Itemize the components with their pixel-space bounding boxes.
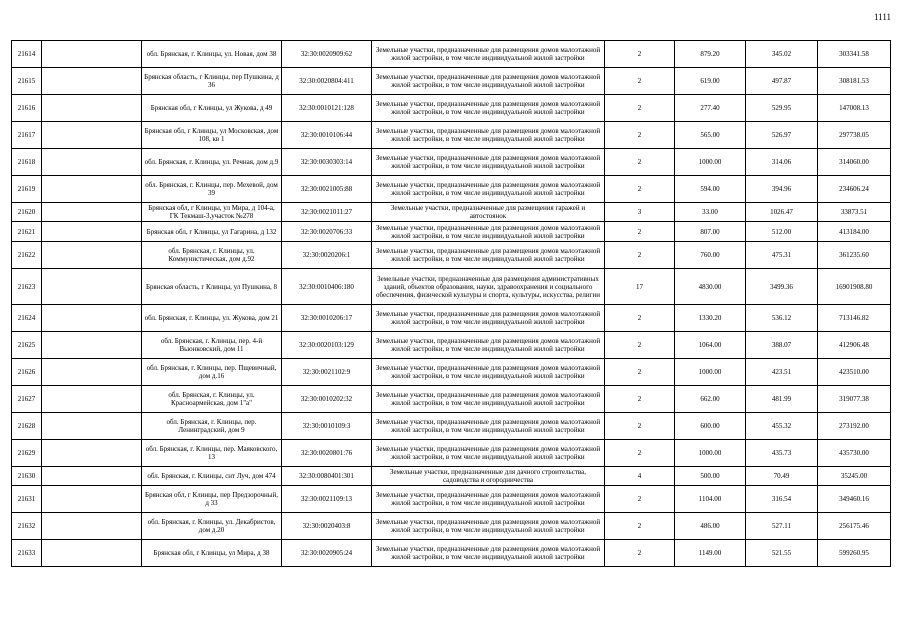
row-cadastral-value: 713146.82 <box>818 305 891 332</box>
row-address: Брянская область, г Клинцы, ул Пушкина, 8 <box>142 269 282 305</box>
row-spacer <box>42 359 142 386</box>
table-row <box>12 269 891 305</box>
row-cadastral-value: 234606.24 <box>818 176 891 203</box>
row-spacer <box>42 467 142 486</box>
row-use-group: 2 <box>605 149 675 176</box>
row-address: Брянская область, г Клинцы, пер Пушкина, д 36 <box>142 68 282 95</box>
table-row <box>12 149 891 176</box>
row-use-group: 2 <box>605 305 675 332</box>
row-spacer <box>42 68 142 95</box>
row-cadastral-number: 32:30:0010121:128 <box>282 95 372 122</box>
row-spacer <box>42 41 142 68</box>
row-land-use: Земельные участки, предназначенные для размещения домов малоэтажной жилой застройки, в том числе индивидуальной жилой застройки <box>372 41 605 68</box>
row-cadastral-value: 303341.58 <box>818 41 891 68</box>
row-address: Брянская обл, г Клинцы, ул Мира, д 104-а, ГК Текмаш-3,участок №278 <box>142 203 282 222</box>
row-spacer <box>42 413 142 440</box>
row-unit-value: 70.49 <box>746 467 818 486</box>
row-cadastral-number: 32:30:0021011:27 <box>282 203 372 222</box>
table-row <box>12 486 891 513</box>
row-cadastral-number: 32:30:0021109:13 <box>282 486 372 513</box>
row-land-use: Земельные участки, предназначенные для размещения домов малоэтажной жилой застройки, в том числе индивидуальной жилой застройки <box>372 176 605 203</box>
row-address: обл. Брянская, г. Клинцы, ул. Красноармейская, дом 1"а" <box>142 386 282 413</box>
table-row <box>12 242 891 269</box>
row-id: 21618 <box>12 149 42 176</box>
row-address: Брянская обл, г Клинцы, ул Московская, дом 108, кв 1 <box>142 122 282 149</box>
row-id: 21621 <box>12 222 42 242</box>
row-spacer <box>42 332 142 359</box>
row-unit-value: 497.87 <box>746 68 818 95</box>
row-spacer <box>42 305 142 332</box>
table-row <box>12 41 891 68</box>
row-id: 21615 <box>12 68 42 95</box>
row-cadastral-number: 32:30:0020905:24 <box>282 540 372 567</box>
row-land-use: Земельные участки, предназначенные для размещения домов малоэтажной жилой застройки, в том числе индивидуальной жилой застройки <box>372 122 605 149</box>
row-unit-value: 512.00 <box>746 222 818 242</box>
row-unit-value: 475.31 <box>746 242 818 269</box>
row-area: 879.20 <box>675 41 746 68</box>
row-cadastral-number: 32:30:0020801:76 <box>282 440 372 467</box>
row-address: обл. Брянская, г. Клинцы, ул. Жукова, дом 21 <box>142 305 282 332</box>
row-cadastral-value: 33873.51 <box>818 203 891 222</box>
row-cadastral-number: 32:30:0020103:129 <box>282 332 372 359</box>
table-row <box>12 359 891 386</box>
row-id: 21632 <box>12 513 42 540</box>
row-area: 4830.00 <box>675 269 746 305</box>
row-unit-value: 345.02 <box>746 41 818 68</box>
row-id: 21625 <box>12 332 42 359</box>
row-area: 1149.00 <box>675 540 746 567</box>
row-id: 21630 <box>12 467 42 486</box>
row-land-use: Земельные участки, предназначенные для размещения домов малоэтажной жилой застройки, в том числе индивидуальной жилой застройки <box>372 540 605 567</box>
row-cadastral-value: 423510.00 <box>818 359 891 386</box>
row-cadastral-value: 319077.38 <box>818 386 891 413</box>
row-area: 662.00 <box>675 386 746 413</box>
row-address: обл. Брянская, г. Клинцы, снт Луч, дом 474 <box>142 467 282 486</box>
row-spacer <box>42 386 142 413</box>
row-address: обл. Брянская, г. Клинцы, пер. Ленинградский, дом 9 <box>142 413 282 440</box>
row-cadastral-value: 297738.05 <box>818 122 891 149</box>
table-row <box>12 176 891 203</box>
row-land-use: Земельные участки, предназначенные для размещения домов малоэтажной жилой застройки, в том числе индивидуальной жилой застройки <box>372 359 605 386</box>
row-use-group: 2 <box>605 222 675 242</box>
row-unit-value: 423.51 <box>746 359 818 386</box>
row-cadastral-value: 35245.00 <box>818 467 891 486</box>
row-area: 33.00 <box>675 203 746 222</box>
row-land-use: Земельные участки, предназначенные для размещения домов малоэтажной жилой застройки, в том числе индивидуальной жилой застройки <box>372 513 605 540</box>
row-use-group: 17 <box>605 269 675 305</box>
row-cadastral-value: 435730.00 <box>818 440 891 467</box>
row-address: обл. Брянская, г. Клинцы, ул. Речная, дом д.9 <box>142 149 282 176</box>
row-land-use: Земельные участки, предназначенные для размещения домов малоэтажной жилой застройки, в том числе индивидуальной жилой застройки <box>372 486 605 513</box>
row-area: 760.00 <box>675 242 746 269</box>
row-cadastral-number: 32:30:0021102:9 <box>282 359 372 386</box>
row-id: 21631 <box>12 486 42 513</box>
row-cadastral-value: 361235.60 <box>818 242 891 269</box>
row-address: Брянская обл, г Клинцы, пер Предзорочный, д 33 <box>142 486 282 513</box>
row-use-group: 2 <box>605 332 675 359</box>
row-unit-value: 394.96 <box>746 176 818 203</box>
row-land-use: Земельные участки, предназначенные для размещения административных зданий, объектов образования, науки, здравоохранения и социального обеспечения, физической культуры и спорта, культуры, искусства, религии <box>372 269 605 305</box>
row-id: 21617 <box>12 122 42 149</box>
row-unit-value: 536.12 <box>746 305 818 332</box>
row-use-group: 2 <box>605 176 675 203</box>
row-id: 21626 <box>12 359 42 386</box>
row-cadastral-number: 32:30:0010206:17 <box>282 305 372 332</box>
row-land-use: Земельные участки, предназначенные для размещения домов малоэтажной жилой застройки, в том числе индивидуальной жилой застройки <box>372 413 605 440</box>
table-row <box>12 68 891 95</box>
row-use-group: 2 <box>605 242 675 269</box>
row-id: 21619 <box>12 176 42 203</box>
row-cadastral-number: 32:30:0010202:32 <box>282 386 372 413</box>
row-cadastral-value: 256175.46 <box>818 513 891 540</box>
row-cadastral-value: 308181.53 <box>818 68 891 95</box>
row-land-use: Земельные участки, предназначенные для размещения домов малоэтажной жилой застройки, в том числе индивидуальной жилой застройки <box>372 222 605 242</box>
row-spacer <box>42 242 142 269</box>
row-use-group: 4 <box>605 467 675 486</box>
row-land-use: Земельные участки, предназначенные для размещения домов малоэтажной жилой застройки, в том числе индивидуальной жилой застройки <box>372 440 605 467</box>
row-use-group: 2 <box>605 41 675 68</box>
cadastral-value-table <box>11 40 891 567</box>
table-row <box>12 122 891 149</box>
row-use-group: 2 <box>605 413 675 440</box>
table-row <box>12 203 891 222</box>
row-cadastral-number: 32:30:0010109:3 <box>282 413 372 440</box>
row-cadastral-number: 32:30:0020804:411 <box>282 68 372 95</box>
row-unit-value: 316.54 <box>746 486 818 513</box>
table-row <box>12 513 891 540</box>
row-land-use: Земельные участки, предназначенные для размещения домов малоэтажной жилой застройки, в том числе индивидуальной жилой застройки <box>372 305 605 332</box>
row-area: 600.00 <box>675 413 746 440</box>
row-address: обл. Брянская, г. Клинцы, ул. Новая, дом 38 <box>142 41 282 68</box>
row-area: 486.00 <box>675 513 746 540</box>
row-spacer <box>42 269 142 305</box>
row-address: обл. Брянская, г. Клинцы, пер. Мехевой, дом 39 <box>142 176 282 203</box>
row-area: 565.00 <box>675 122 746 149</box>
row-use-group: 2 <box>605 68 675 95</box>
row-address: обл. Брянская, г. Клинцы, ул. Коммунистическая, дом д.92 <box>142 242 282 269</box>
row-spacer <box>42 122 142 149</box>
row-address: обл. Брянская, г. Клинцы, пер. Маяковского, 13 <box>142 440 282 467</box>
row-cadastral-value: 16901908.80 <box>818 269 891 305</box>
row-cadastral-value: 147008.13 <box>818 95 891 122</box>
table-row <box>12 413 891 440</box>
row-area: 1000.00 <box>675 440 746 467</box>
table-body <box>12 41 891 567</box>
row-id: 21628 <box>12 413 42 440</box>
row-spacer <box>42 513 142 540</box>
table-row <box>12 386 891 413</box>
row-unit-value: 481.99 <box>746 386 818 413</box>
table-row <box>12 95 891 122</box>
row-area: 1000.00 <box>675 359 746 386</box>
row-spacer <box>42 440 142 467</box>
row-use-group: 2 <box>605 440 675 467</box>
row-id: 21627 <box>12 386 42 413</box>
row-address: обл. Брянская, г. Клинцы, пер. 4-й Вьюнковский, дом 11 <box>142 332 282 359</box>
table-row <box>12 305 891 332</box>
row-cadastral-number: 32:30:0021005:88 <box>282 176 372 203</box>
row-unit-value: 435.73 <box>746 440 818 467</box>
row-use-group: 2 <box>605 359 675 386</box>
row-unit-value: 455.32 <box>746 413 818 440</box>
row-spacer <box>42 486 142 513</box>
row-cadastral-number: 32:30:0020706:33 <box>282 222 372 242</box>
row-unit-value: 388.07 <box>746 332 818 359</box>
row-id: 21614 <box>12 41 42 68</box>
row-cadastral-number: 32:30:0010106:44 <box>282 122 372 149</box>
row-address: обл. Брянская, г. Клинцы, ул. Декабристов, дом д.20 <box>142 513 282 540</box>
row-address: обл. Брянская, г. Клинцы, пер. Пщевичный, дом д.16 <box>142 359 282 386</box>
row-cadastral-value: 349460.16 <box>818 486 891 513</box>
row-use-group: 2 <box>605 95 675 122</box>
row-cadastral-number: 32:30:0020206:1 <box>282 242 372 269</box>
row-unit-value: 314.06 <box>746 149 818 176</box>
row-cadastral-value: 273192.00 <box>818 413 891 440</box>
row-id: 21624 <box>12 305 42 332</box>
row-use-group: 2 <box>605 486 675 513</box>
row-cadastral-value: 314060.00 <box>818 149 891 176</box>
row-spacer <box>42 222 142 242</box>
row-land-use: Земельные участки, предназначенные для размещения домов малоэтажной жилой застройки, в том числе индивидуальной жилой застройки <box>372 95 605 122</box>
row-unit-value: 1026.47 <box>746 203 818 222</box>
row-id: 21620 <box>12 203 42 222</box>
row-use-group: 2 <box>605 540 675 567</box>
row-land-use: Земельные участки, предназначенные для размещения домов малоэтажной жилой застройки, в том числе индивидуальной жилой застройки <box>372 242 605 269</box>
row-cadastral-number: 32:30:0080401:301 <box>282 467 372 486</box>
row-cadastral-number: 32:30:0020909:62 <box>282 41 372 68</box>
row-area: 1064.00 <box>675 332 746 359</box>
row-spacer <box>42 540 142 567</box>
row-cadastral-number: 32:30:0030303:14 <box>282 149 372 176</box>
row-land-use: Земельные участки, предназначенные для размещения домов малоэтажной жилой застройки, в том числе индивидуальной жилой застройки <box>372 332 605 359</box>
row-use-group: 2 <box>605 513 675 540</box>
table-row <box>12 540 891 567</box>
row-id: 21623 <box>12 269 42 305</box>
row-land-use: Земельные участки, предназначенные для размещения домов малоэтажной жилой застройки, в том числе индивидуальной жилой застройки <box>372 68 605 95</box>
table-row <box>12 467 891 486</box>
row-id: 21633 <box>12 540 42 567</box>
row-spacer <box>42 176 142 203</box>
row-id: 21616 <box>12 95 42 122</box>
row-area: 1000.00 <box>675 149 746 176</box>
row-land-use: Земельные участки, предназначенные для дачного строительства, садоводства и огородничества <box>372 467 605 486</box>
row-id: 21629 <box>12 440 42 467</box>
row-area: 500.00 <box>675 467 746 486</box>
row-unit-value: 521.55 <box>746 540 818 567</box>
row-area: 1330.20 <box>675 305 746 332</box>
row-area: 807.00 <box>675 222 746 242</box>
row-use-group: 3 <box>605 203 675 222</box>
row-spacer <box>42 149 142 176</box>
row-cadastral-value: 599260.95 <box>818 540 891 567</box>
table-row <box>12 222 891 242</box>
row-land-use: Земельные участки, предназначенные для размещения домов малоэтажной жилой застройки, в том числе индивидуальной жилой застройки <box>372 149 605 176</box>
row-unit-value: 529.95 <box>746 95 818 122</box>
row-use-group: 2 <box>605 386 675 413</box>
table-row <box>12 440 891 467</box>
row-unit-value: 526.97 <box>746 122 818 149</box>
row-area: 277.40 <box>675 95 746 122</box>
row-area: 1104.00 <box>675 486 746 513</box>
row-cadastral-number: 32:30:0020403:8 <box>282 513 372 540</box>
row-address: Брянская обл, г Клинцы, ул Жукова, д 49 <box>142 95 282 122</box>
row-unit-value: 3499.36 <box>746 269 818 305</box>
row-address: Брянская обл, г Клинцы, ул Мира, д 38 <box>142 540 282 567</box>
row-cadastral-value: 413184.00 <box>818 222 891 242</box>
row-spacer <box>42 203 142 222</box>
row-area: 619.00 <box>675 68 746 95</box>
row-area: 594.00 <box>675 176 746 203</box>
row-spacer <box>42 95 142 122</box>
row-land-use: Земельные участки, предназначенные для размещения гаражей и автостоянок <box>372 203 605 222</box>
row-address: Брянская обл, г Клинцы, ул Гагарина, д 132 <box>142 222 282 242</box>
row-use-group: 2 <box>605 122 675 149</box>
row-cadastral-value: 412906.48 <box>818 332 891 359</box>
row-id: 21622 <box>12 242 42 269</box>
row-land-use: Земельные участки, предназначенные для размещения домов малоэтажной жилой застройки, в том числе индивидуальной жилой застройки <box>372 386 605 413</box>
table-row <box>12 332 891 359</box>
page-number: 1111 <box>874 12 891 22</box>
row-unit-value: 527.11 <box>746 513 818 540</box>
row-cadastral-number: 32:30:0010406:180 <box>282 269 372 305</box>
